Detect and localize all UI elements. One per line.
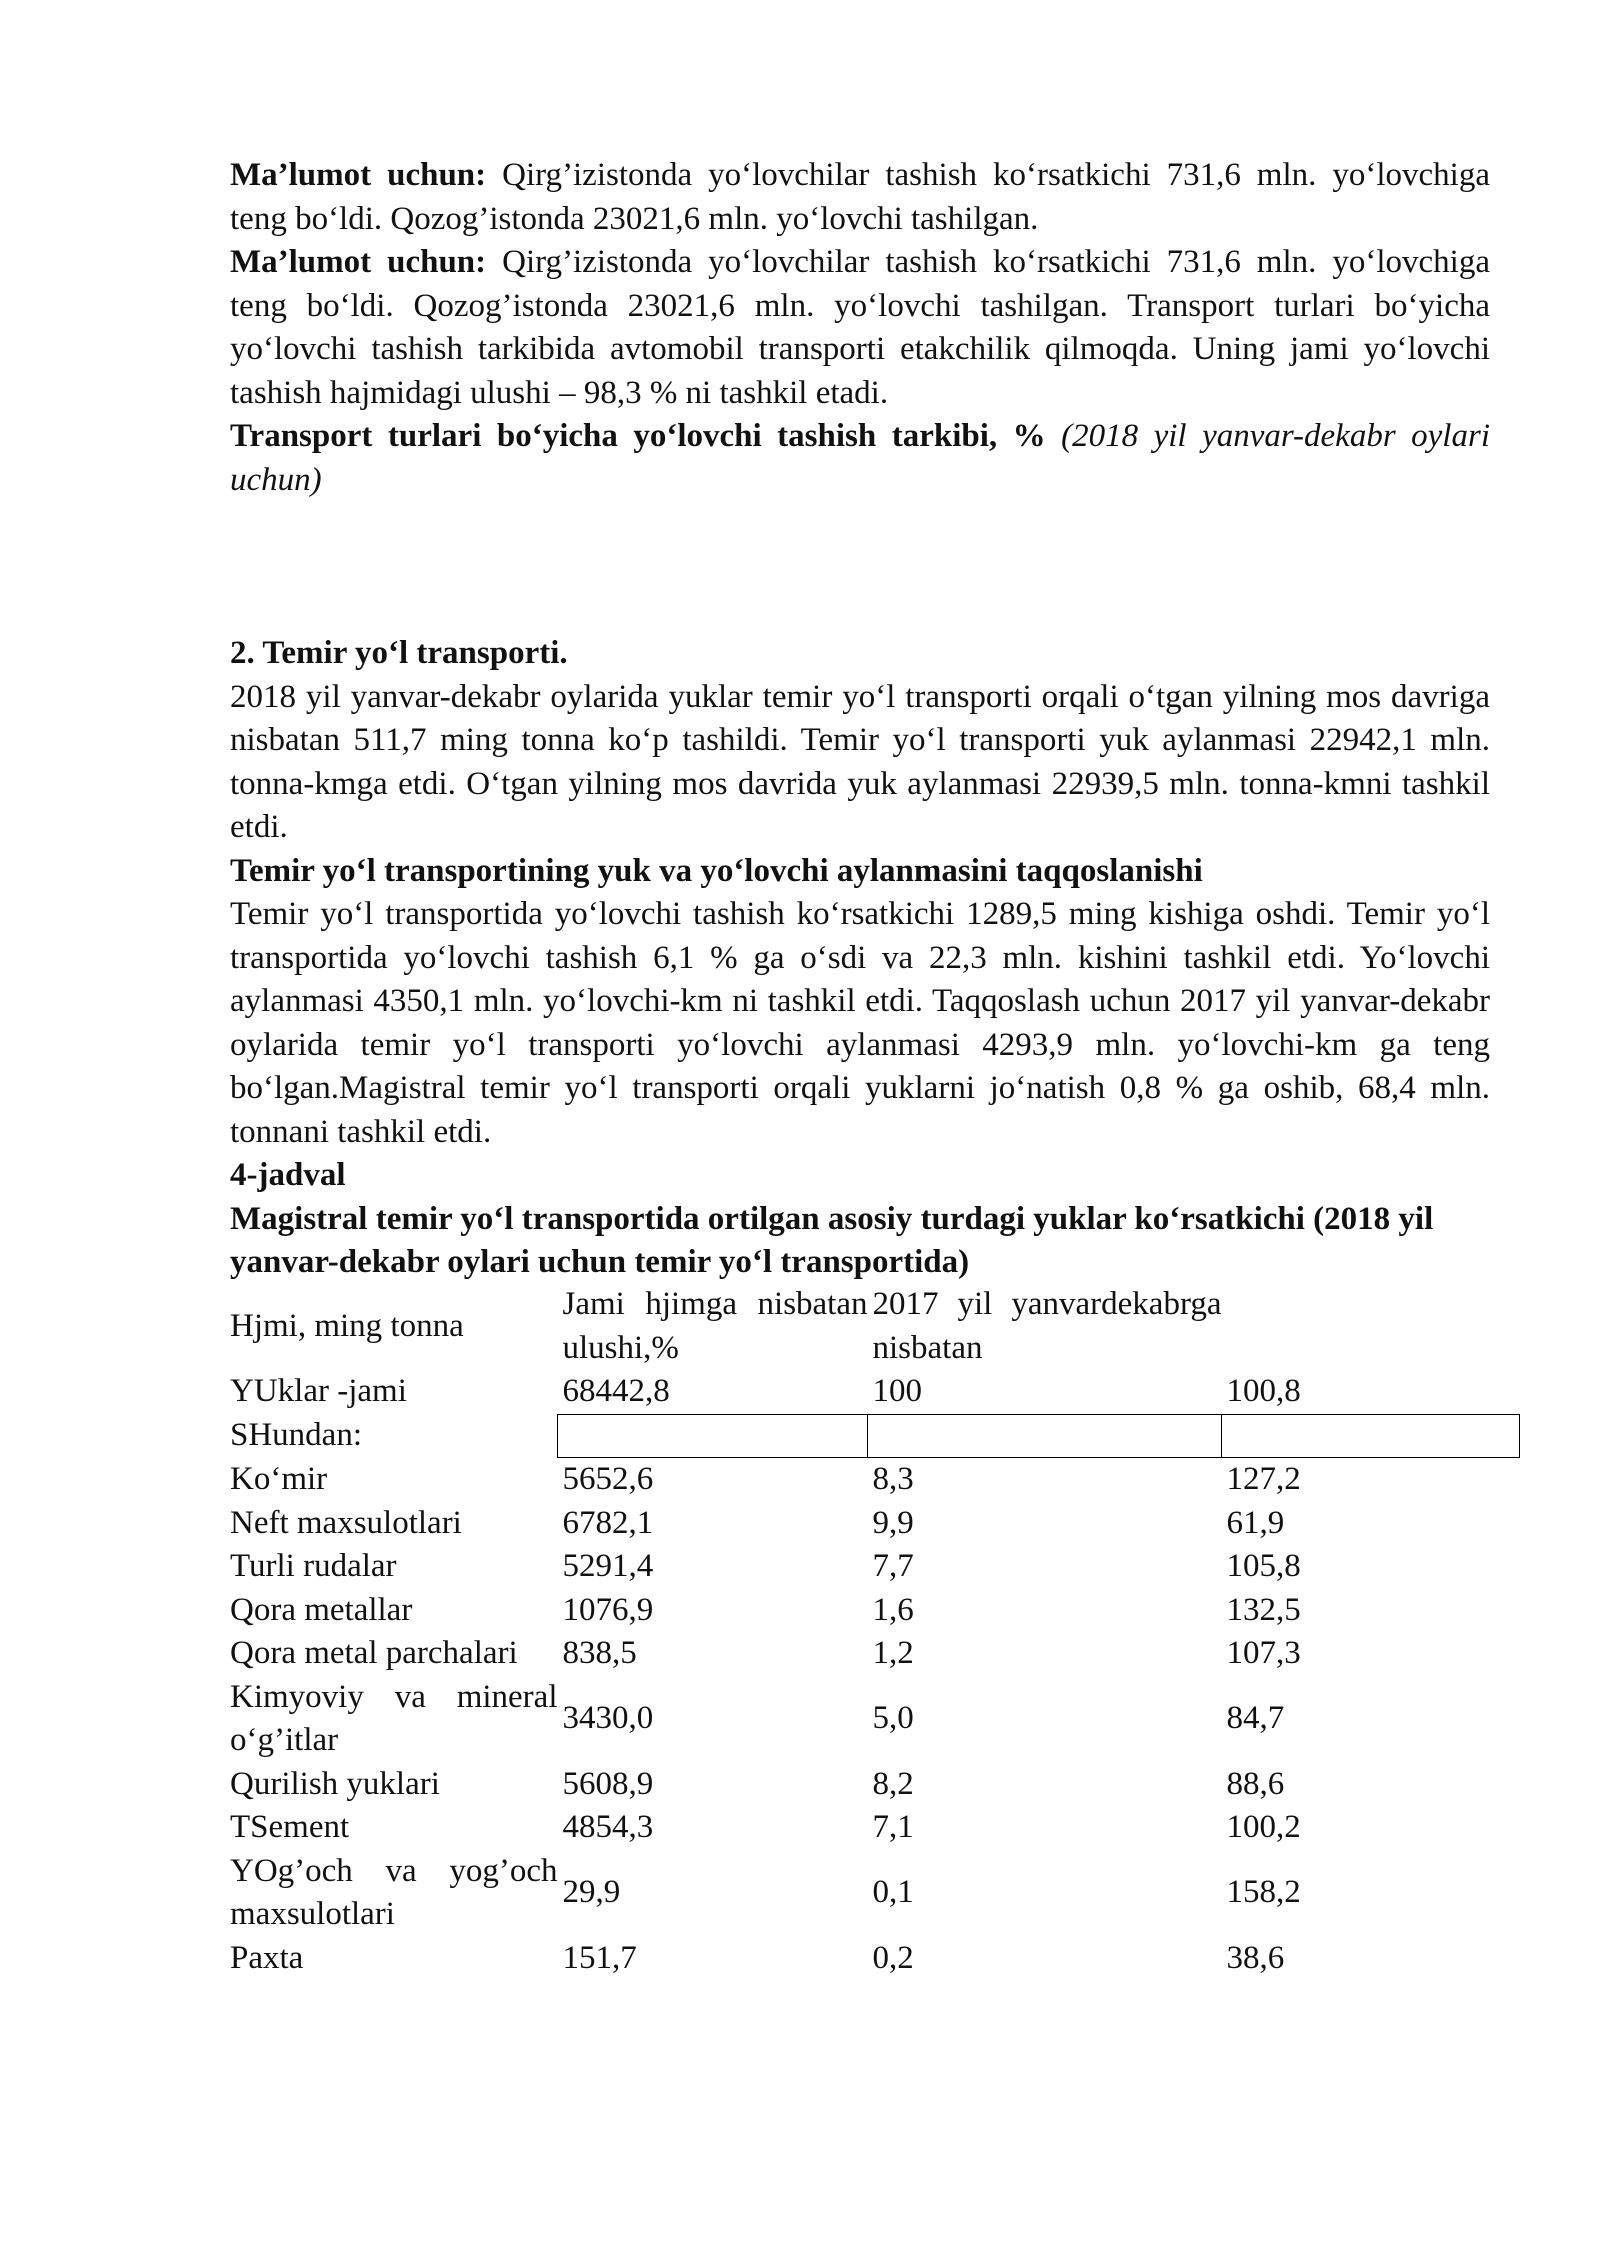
info-label: Ma’lumot uchun: [230, 157, 487, 193]
railway-section [230, 632, 1490, 1285]
table-body [225, 1458, 1520, 1981]
table-cell: 100 [872, 1373, 922, 1409]
table-cell: Kimyoviy va mineral o‘g’itlar [230, 1678, 558, 1758]
comparison-subheading: Temir yo‘l transportining yuk va yo‘lovchi aylanmasini taqqoslanishi [230, 852, 1203, 889]
table-cell: 7,7 [872, 1548, 914, 1584]
empty-box-cell [558, 1414, 868, 1458]
table-cell: 9,9 [872, 1504, 914, 1541]
table-cell: SHundan: [230, 1417, 362, 1453]
table-cell: 7,1 [872, 1809, 914, 1845]
table-title: Magistral temir yo‘l transportida ortilgan asosiy turdagi yuklar ko‘rsatkichi (2018 yil yanvar-dekabr oylari uchun temir yo‘l transportida) [230, 1200, 1434, 1280]
railway-paragraph-1: 2018 yil yanvar-dekabr oylarida yuklar temir yo‘l transporti orqali o‘tgan yilning mos davriga nisbatan 511,7 ming tonna ko‘p tashildi. Temir yo‘l transporti yuk aylanmasi 22942,1 mln. tonna-kmga etdi. O‘tgan yilning mos davrida yuk aylanmasi 22939,5 mln. tonna-kmni tashkil etdi. [230, 678, 1490, 845]
table-cell: 88,6 [1226, 1765, 1285, 1802]
table-cell: 1,2 [872, 1635, 914, 1671]
section-heading: 2. Temir yo‘l transporti. [230, 635, 568, 671]
table-cell: 5,0 [872, 1700, 914, 1737]
intro-section [230, 154, 1490, 502]
info-paragraph-2 [230, 241, 1490, 415]
table-cell: 0,2 [872, 1939, 914, 1976]
table-cell: 127,2 [1226, 1461, 1301, 1497]
table-cell: Paxta [230, 1939, 304, 1976]
table-cell: 5652,6 [562, 1461, 654, 1497]
header-cell-text: Jami hjimga nisbatan ulushi,% [562, 1286, 868, 1366]
table-row [225, 1502, 1520, 1546]
table-cell: YOg’och va yog’och maxsulotlari [230, 1852, 558, 1932]
table-cell: 8,3 [872, 1461, 914, 1497]
table-cell: 4854,3 [562, 1809, 654, 1845]
table-cell: TSement [230, 1809, 350, 1845]
table-cell: 151,7 [562, 1939, 637, 1976]
table-cell: 0,1 [872, 1874, 914, 1911]
info-text: Qirg’izistonda yo‘lovchilar tashish ko‘rsatkichi 731,6 mln. yo‘lovchiga teng bo‘ldi. Qozog’istonda 23021,6 mln. yo‘lovchi tashilgan. Transport turlari bo‘yicha yo‘lovchi tashish tarkibida avtomobil transporti etakchilik qilmoqda. Uning jami yo‘lovchi tashish hajmidagi ulushi – 98,3 % ni tashkil etadi. [230, 244, 1490, 411]
table-label: 4-jadval [230, 1157, 346, 1193]
empty-box-cell [1222, 1414, 1520, 1458]
cargo-table [225, 1283, 1520, 1980]
table-cell: YUklar -jami [230, 1373, 407, 1410]
table-row [225, 1763, 1520, 1807]
railway-paragraph-2: Temir yo‘l transportida yo‘lovchi tashish ko‘rsatkichi 1289,5 ming kishiga oshdi. Temir yo‘l transportida yo‘lovchi tashish 6,1 % ga o‘sdi va 22,3 mln. kishini tashkil etdi. Yo‘lovchi aylanmasi 4350,1 mln. yo‘lovchi-km ni tashkil etdi. Taqqoslash uchun 2017 yil yanvar-dekabr oylarida temir yo‘l transporti yo‘lovchi aylanmasi 4293,9 mln. yo‘lovchi-km ga teng bo‘lgan.Magistral temir yo‘l transporti orqali yuklarni jo‘natish 0,8 % ga oshib, 68,4 mln. tonnani tashkil etdi. [230, 896, 1490, 1150]
info-paragraph-1 [230, 154, 1490, 241]
chart-caption-note: (2018 yil yanvar-dekabr oylari uchun) [230, 418, 1490, 498]
table-cell: 1076,9 [562, 1591, 654, 1628]
header-cell [1222, 1283, 1520, 1370]
header-cell-text: 2017 yil yanvardekabrga nisbatan [872, 1286, 1222, 1366]
table-cell: 38,6 [1226, 1939, 1285, 1976]
table-cell: 107,3 [1226, 1635, 1301, 1671]
table-cell: Ko‘mir [230, 1460, 328, 1497]
table-row [225, 1806, 1520, 1850]
table-row [225, 1632, 1520, 1676]
table-cell: 1,6 [872, 1591, 914, 1628]
table-row [225, 1545, 1520, 1589]
table-cell: Qurilish yuklari [230, 1765, 440, 1802]
header-cell [558, 1283, 868, 1370]
table-cell: Neft maxsulotlari [230, 1504, 462, 1541]
table-row [225, 1937, 1520, 1981]
table-cell: 29,9 [562, 1874, 621, 1911]
table-cell: Turli rudalar [230, 1548, 397, 1584]
table-row [225, 1458, 1520, 1502]
table-row [225, 1589, 1520, 1633]
table-cell: 68442,8 [562, 1373, 670, 1409]
table-cell: 8,2 [872, 1765, 914, 1802]
table-cell: 838,5 [562, 1635, 637, 1671]
table-cell: 6782,1 [562, 1504, 654, 1541]
table-cell: 158,2 [1226, 1874, 1301, 1911]
header-cell [868, 1283, 1222, 1370]
table-cell: 5608,9 [562, 1765, 654, 1802]
table-row [225, 1850, 1520, 1937]
table-cell: 132,5 [1226, 1591, 1301, 1628]
empty-box-cell [868, 1414, 1222, 1458]
table-cell: 3430,0 [562, 1700, 654, 1737]
chart-caption [230, 415, 1490, 502]
info-label: Ma’lumot uchun: [230, 244, 487, 280]
info-text: Qirg’izistonda yo‘lovchilar tashish ko‘rsatkichi 731,6 mln. yo‘lovchiga teng bo‘ldi. Qozog’istonda 23021,6 mln. yo‘lovchi tashilgan. [230, 157, 1490, 237]
table-cell: 61,9 [1226, 1504, 1285, 1541]
table-cell: 84,7 [1226, 1700, 1285, 1737]
table-cell: Qora metal parchalari [230, 1635, 518, 1671]
table-total-row [225, 1370, 1520, 1414]
table-cell: Qora metallar [230, 1591, 413, 1628]
table-cell: 105,8 [1226, 1548, 1301, 1584]
chart-caption-title: Transport turlari bo‘yicha yo‘lovchi tashish tarkibi, % [230, 418, 1046, 454]
header-cell: Hjmi, ming tonna [230, 1307, 464, 1344]
table-row [225, 1676, 1520, 1763]
table-cell: 100,8 [1226, 1373, 1301, 1409]
table-cell: 100,2 [1226, 1809, 1301, 1845]
table-header-row [225, 1283, 1520, 1370]
table-cell: 5291,4 [562, 1548, 654, 1584]
table-subheader-row [225, 1414, 1520, 1458]
